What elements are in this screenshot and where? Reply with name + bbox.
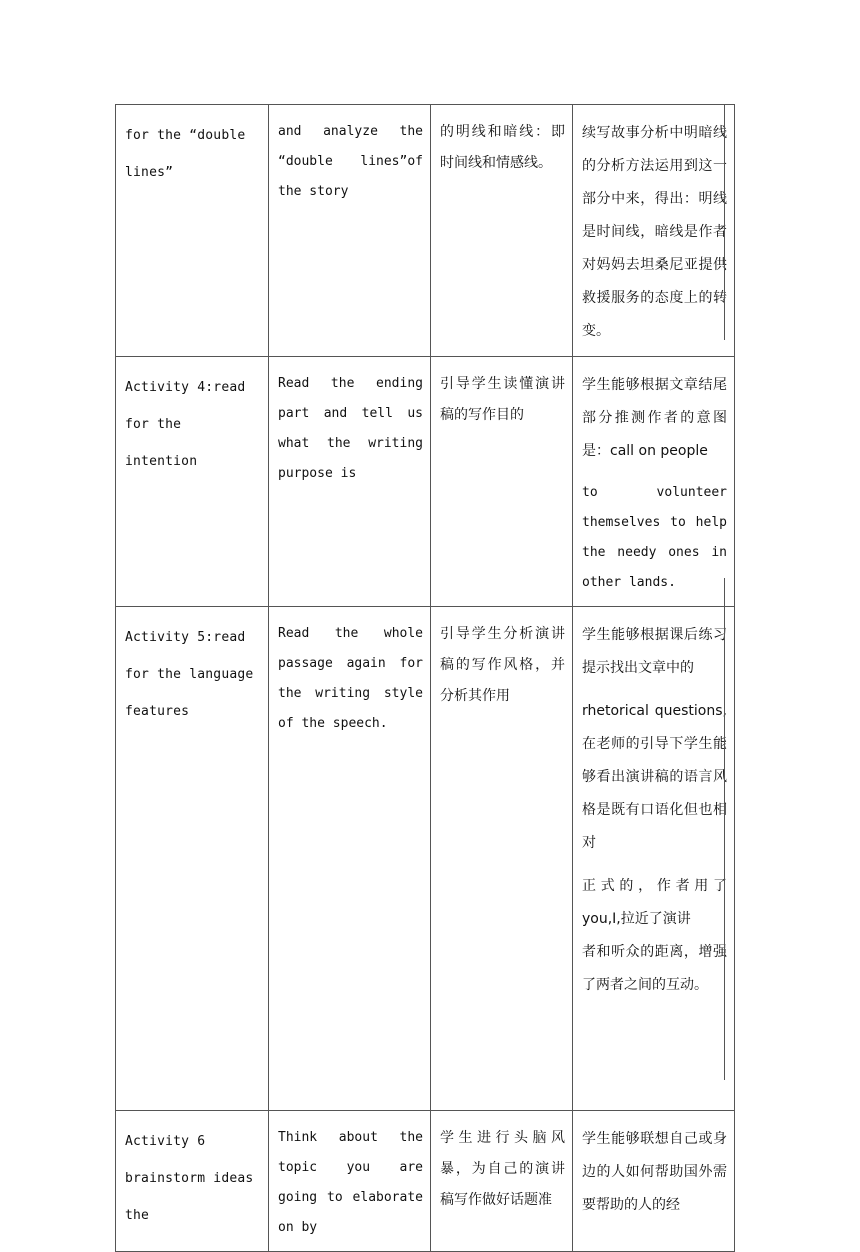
purpose-cell: 学生进行头脑风暴，为自己的演讲稿写作做好话题准 — [431, 1111, 573, 1252]
outcome-text: rhetorical questions,在老师的引导下学生能够看出演讲稿的语言风格是既有口语化但也相对 — [582, 703, 727, 851]
table-row — [116, 105, 735, 357]
table-row — [116, 1111, 735, 1252]
task-cell: Think about the topic you are going to elaborate on by — [269, 1111, 431, 1252]
activity-cell: for the “double lines” — [116, 105, 269, 357]
task-cell: and analyze the “double lines”of the story — [269, 105, 431, 357]
purpose-cell: 引导学生分析演讲稿的写作风格，并分析其作用 — [431, 607, 573, 1111]
outcome-cell: 续写故事分析中明暗线的分析方法运用到这一部分中来，得出：明线是时间线，暗线是作者对妈妈去坦桑尼亚提供救援服务的态度上的转变。 — [573, 105, 735, 357]
purpose-cell: 的明线和暗线：即时间线和情感线。 — [431, 105, 573, 357]
task-cell: Read the whole passage again for the writing style of the speech. — [269, 607, 431, 1111]
outcome-text: 学生能够根据文章结尾部分推测作者的意图是：call on people — [582, 377, 727, 459]
activity-cell: Activity 4:read for the intention — [116, 357, 269, 607]
purpose-cell: 引导学生读懂演讲稿的写作目的 — [431, 357, 573, 607]
table-row — [116, 607, 735, 1111]
outcome-cell — [573, 607, 735, 1111]
activity-cell: Activity 5:read for the language features — [116, 607, 269, 1111]
column-rule — [724, 578, 725, 1080]
outcome-text: 正式的，作者用了you,I,拉近了演讲 — [582, 878, 727, 927]
activity-cell: Activity 6 brainstorm ideas the — [116, 1111, 269, 1252]
lesson-plan-table — [115, 104, 735, 1252]
outcome-cell — [573, 357, 735, 607]
task-cell: Read the ending part and tell us what the writing purpose is — [269, 357, 431, 607]
column-rule — [724, 104, 725, 340]
outcome-text: to volunteer themselves to help the needy ones in other lands. — [582, 485, 727, 590]
outcome-text: 者和听众的距离，增强了两者之间的互动。 — [582, 944, 727, 993]
outcome-text: 学生能够根据课后练习提示找出文章中的 — [582, 627, 727, 676]
table-row — [116, 357, 735, 607]
outcome-cell: 学生能够联想自己或身边的人如何帮助国外需要帮助的人的经 — [573, 1111, 735, 1252]
